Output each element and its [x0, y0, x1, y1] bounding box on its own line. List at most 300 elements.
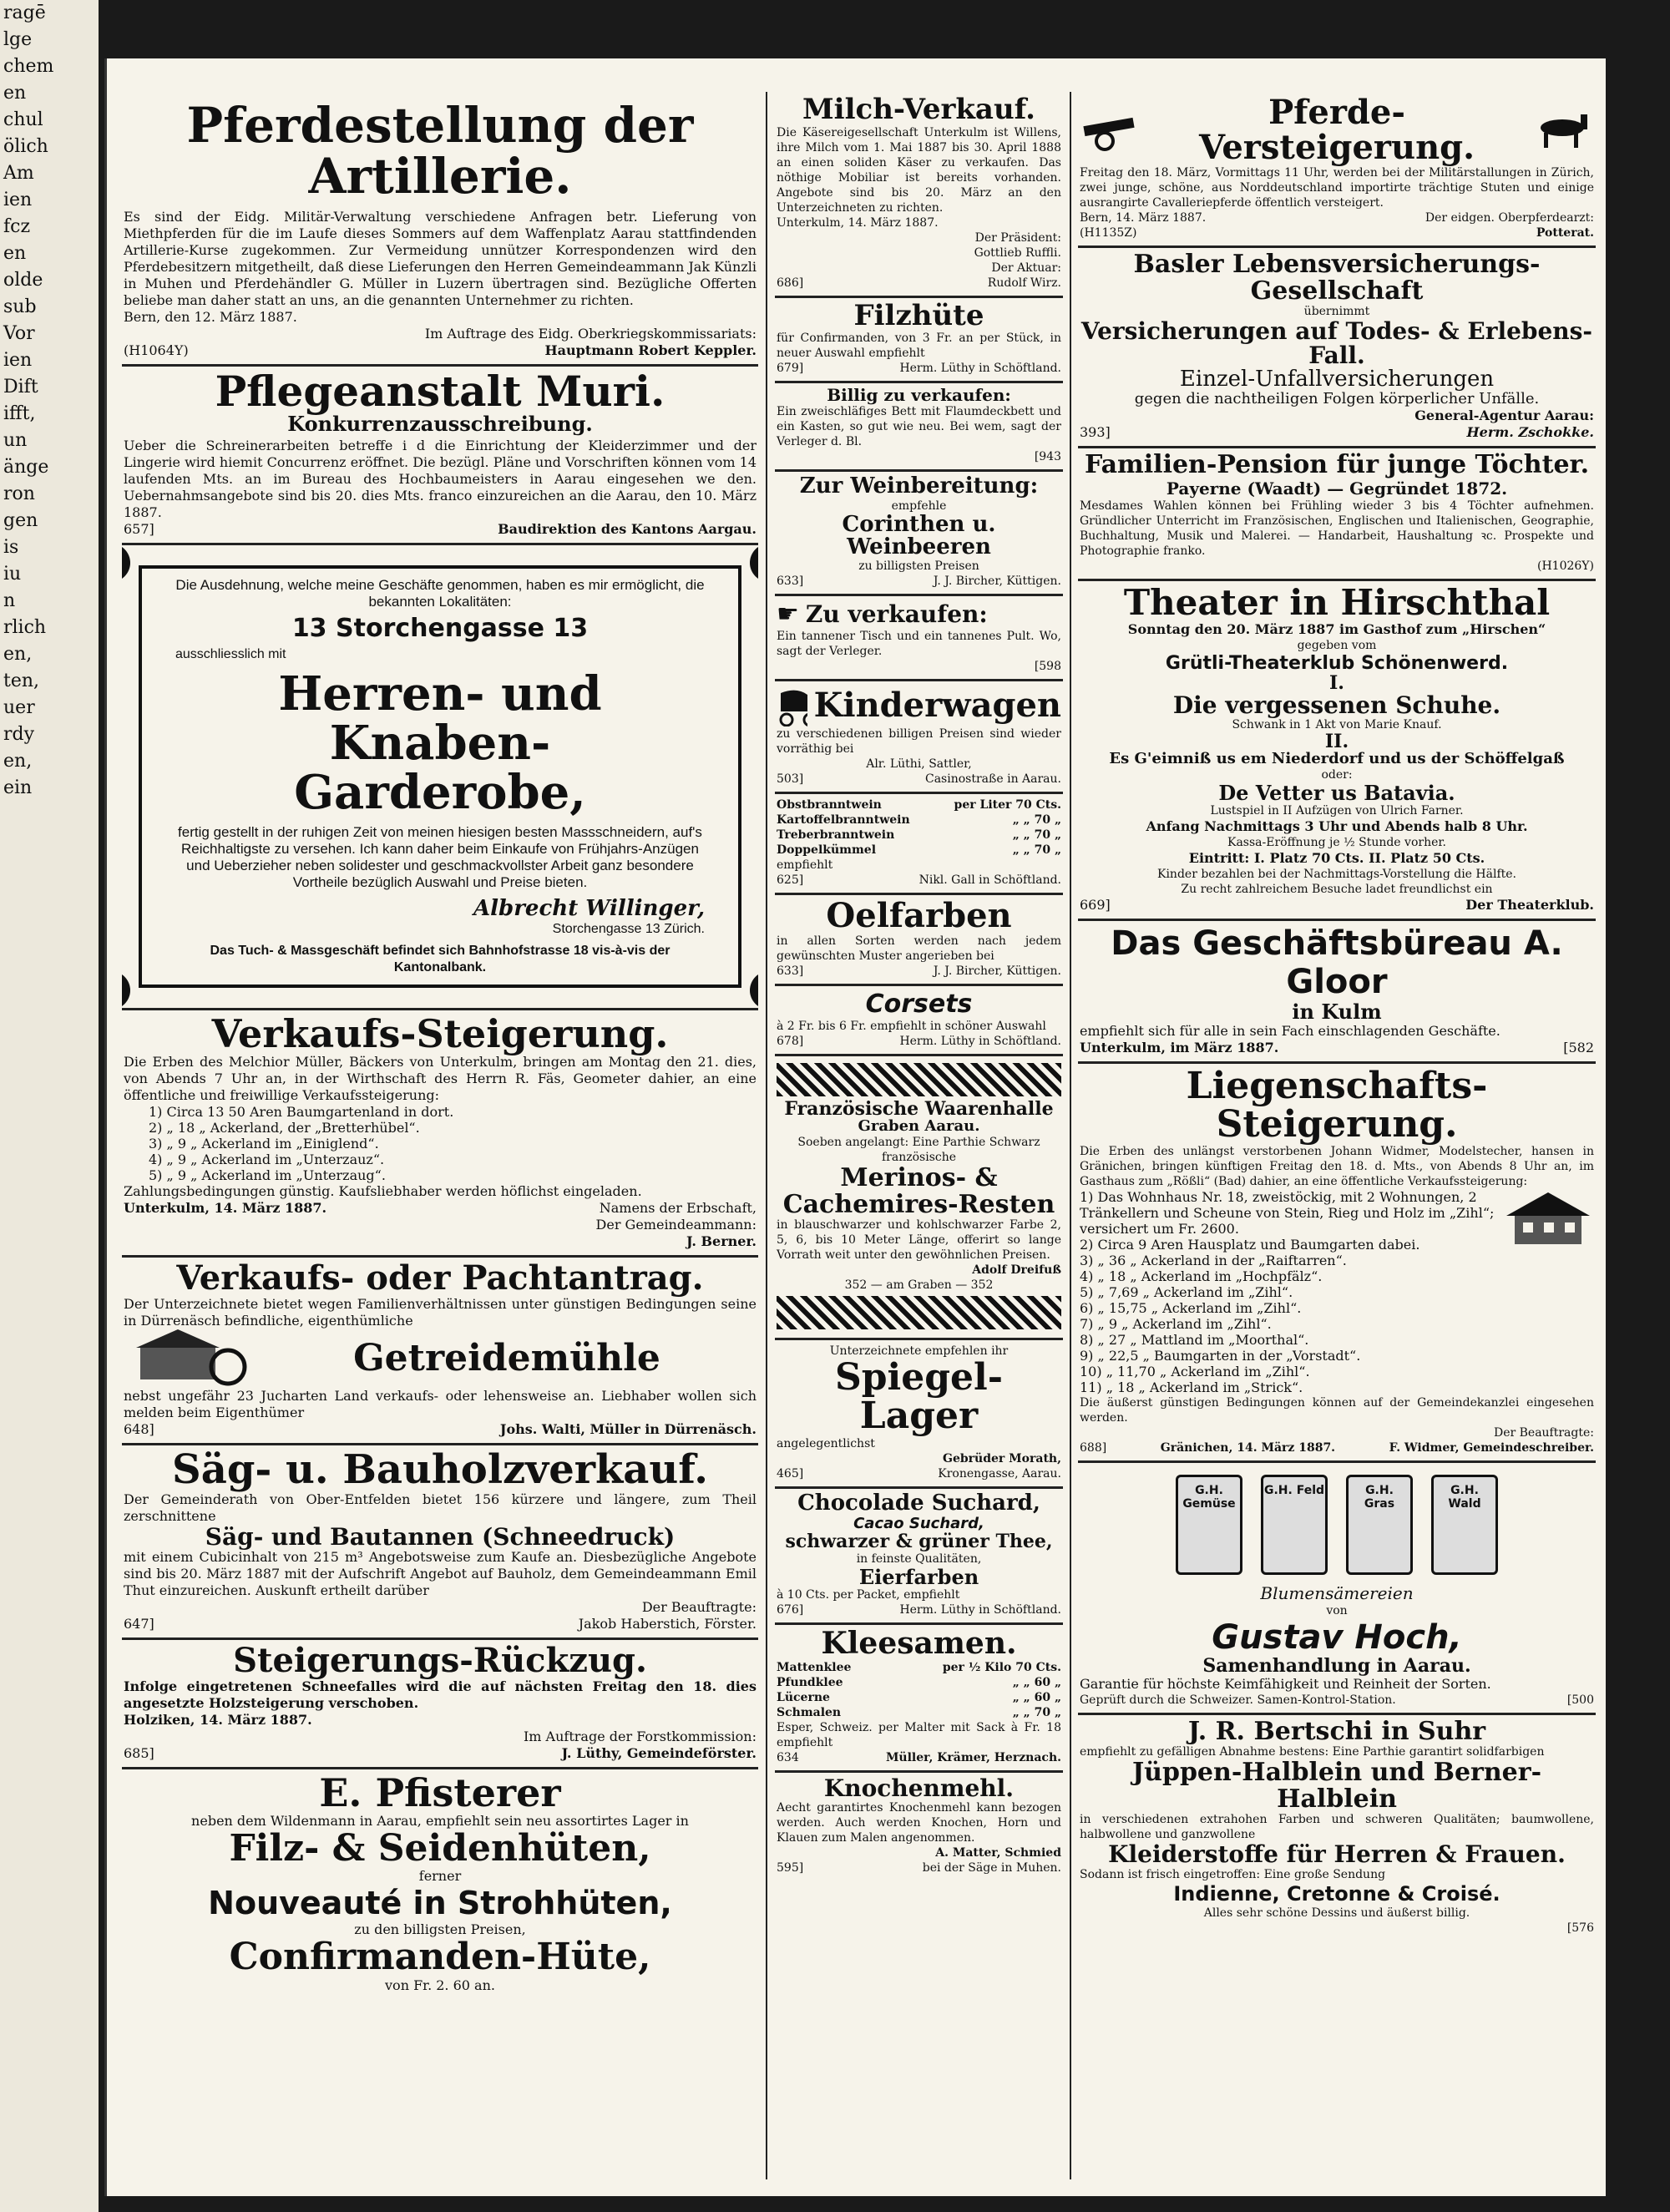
list-item-name: Treberbranntwein	[777, 828, 895, 843]
ad-signature: Baudirektion des Kantons Aargau.	[498, 521, 757, 538]
column-1	[122, 92, 758, 2179]
list-item: 4) „ 18 „ Ackerland im „Hochpfälz“.	[1080, 1268, 1323, 1284]
ad-address: Kronengasse, Aarau.	[938, 1466, 1061, 1481]
list-item: 6) „ 15,75 „ Ackerland im „Zihl“.	[1080, 1299, 1302, 1316]
ad-body: in allen Sorten werden nach jedem gewünschten Muster angerieben bei	[777, 934, 1061, 964]
ad-body: à 10 Cts. per Packet, empfiehlt	[777, 1588, 960, 1602]
ad-signature: Adolf Dreifuß	[972, 1263, 1061, 1278]
ad-body: Ueber die Schreinerarbeiten betreffe i d die Einrichtung der Kleiderzimmer und der Lingerie wird hiemit Concurrenz eröffnet. Die bezügl. Pläne und Vorschriften können vom 14 laufenden Mts. an im Bureau des Hochbaumeisters in Aarau eingesehen we den. Uebernahmsangebote sind bis 20. dies Mts. franco einzureichen an die Aarau, den 10. März 1887.	[124, 438, 757, 521]
ad-code: 686]	[777, 276, 804, 290]
list-item: 1) Circa 13 50 Aren Baumgartenland in dort.	[149, 1104, 454, 1121]
ad-code: 465]	[777, 1466, 804, 1481]
ad-price: Eintritt: I. Platz 70 Cts. II. Platz 50 Cts.	[1188, 850, 1485, 867]
ad-body: zu verschiedenen billigen Preisen sind wieder vorräthig bei	[777, 727, 1061, 757]
previous-page-strip	[0, 0, 99, 2212]
ad-signature: Johs. Walti, Müller in Dürrenäsch.	[499, 1421, 757, 1438]
ad-text: Lustspiel in II Aufzügen von Ulrich Farner.	[1210, 804, 1464, 818]
list-item-price: „ „ 70 „	[1012, 1706, 1061, 1719]
list-item: 7) „ 9 „ Ackerland im „Zihl“.	[1080, 1315, 1272, 1332]
list-item-name: Doppelkümmel	[777, 843, 877, 858]
ad-highlight: Die vergessenen Schuhe.	[1172, 691, 1501, 719]
previous-page-fragment: uer	[3, 697, 35, 718]
ad-title: Französische Waarenhalle	[784, 1098, 1054, 1121]
previous-page-fragment: Vor	[3, 323, 35, 344]
ad-subtitle: Blumensämereien	[1260, 1582, 1414, 1603]
ad-highlight: Getreidemühle	[353, 1337, 660, 1380]
ad-code: [576	[1566, 1921, 1594, 1935]
ad-price: von Fr. 2. 60 an.	[385, 1977, 495, 1993]
list-item: 2) Circa 9 Aren Hausplatz und Baumgarten dabei.	[1080, 1236, 1420, 1253]
list-item-price: per ½ Kilo 70 Cts.	[942, 1661, 1061, 1674]
list-item-price: „ „ 70 „	[1012, 828, 1061, 843]
ad-body: in blauschwarzer und kohlschwarzer Farbe 2, 5, 6, bis 10 Meter Länge, offerirt so lange Vorrath weit unter den gewöhnlichen Preisen.	[777, 1218, 1061, 1263]
list-item: 3) „ 36 „ Ackerland in der „Raiftarren“.	[1080, 1252, 1347, 1268]
ad-date: Unterkulm, 14. März 1887.	[124, 1200, 327, 1217]
ad-text: empfehle	[891, 499, 947, 513]
previous-page-fragment: olde	[3, 270, 43, 291]
ad-body: à 2 Fr. bis 6 Fr. empfiehlt in schöner Auswahl	[777, 1020, 1046, 1034]
previous-page-fragment: fcz	[3, 216, 31, 237]
ad-list	[124, 1104, 757, 1183]
ad-signature: Gottlieb Ruffli.	[974, 245, 1061, 260]
ad-code: [598	[1034, 660, 1061, 674]
ad-text: übernimmt	[1303, 305, 1370, 318]
cannon-icon	[1080, 109, 1143, 151]
previous-page-fragment: n	[3, 590, 16, 611]
ad-milch-verkauf	[775, 92, 1063, 298]
ad-body: Geprüft durch die Schweizer. Samen-Kontrol-Station.	[1080, 1693, 1396, 1707]
ad-signature: Namens der Erbschaft,	[599, 1200, 757, 1217]
ad-highlight: Filz- & Seidenhüten,	[229, 1827, 651, 1870]
ad-body: Ein tannener Tisch und ein tannenes Pult. Wo, sagt der Verleger.	[777, 630, 1061, 659]
previous-page-fragment: en,	[3, 644, 33, 665]
ad-text: Anfang Nachmittags 3 Uhr und Abends halb 8 Uhr.	[1146, 818, 1528, 835]
ad-date: Sonntag den 20. März 1887 im Gasthof zum „Hirschen“	[1127, 620, 1546, 637]
previous-page-fragment: ölich	[3, 136, 48, 157]
house-icon	[1502, 1189, 1594, 1248]
ad-title: Verkaufs-Steigerung.	[211, 1010, 669, 1056]
ad-signature: Potterat.	[1536, 226, 1594, 240]
ad-weinbereitung	[775, 472, 1063, 596]
ad-text: oder:	[1321, 768, 1353, 782]
previous-page-fragment: chem	[3, 56, 54, 77]
ad-code: 679]	[777, 362, 804, 376]
ad-pferde-versteigerung	[1078, 92, 1596, 248]
ad-bertschi	[1078, 1715, 1596, 1941]
list-item-name: Lücerne	[777, 1691, 830, 1704]
ad-signature: Casinostraße in Aarau.	[924, 772, 1061, 787]
ad-highlight: Nouveauté in Strohhüten,	[208, 1885, 672, 1922]
ad-body: in verschiedenen extrahohen Farben und schweren Qualitäten; baumwollene, halbwollene und ganzwollene	[1080, 1813, 1594, 1842]
previous-page-fragment: en	[3, 243, 27, 264]
ad-oelfarben	[775, 895, 1063, 986]
previous-page-fragment: rlich	[3, 617, 47, 638]
list-item: 5) „ 9 „ Ackerland im „Unterzaug“.	[149, 1167, 386, 1184]
list-item-price: „ „ 60 „	[1012, 1691, 1061, 1704]
previous-page-fragment: ien	[3, 190, 33, 210]
previous-page-fragment: gen	[3, 510, 38, 531]
seed-sacks-illustration	[1080, 1466, 1594, 1583]
ad-code: (H1135Z)	[1080, 226, 1137, 240]
corner-dot-icon	[750, 544, 758, 582]
previous-page-fragment: Dift	[3, 377, 38, 397]
previous-page-fragment: is	[3, 537, 19, 558]
ad-body: Die Erben des unlängst verstorbenen Johann Widmer, Modelstecher, hansen in Gränichen, bringen künftigen Freitag den 18. d. Mts., von Abends 8 Uhr an, im Gasthaus zum „Rößli“ (Bad) dahier, an eine öffentliche Verkaufssteigerung:	[1080, 1144, 1594, 1188]
ad-body: empfiehlt zu gefälligen Abnahme bestens: Eine Parthie garantirt solidfarbigen	[1080, 1745, 1545, 1759]
ad-title: J. R. Bertschi in Suhr	[1187, 1716, 1486, 1746]
ad-pfisterer	[122, 1769, 758, 1999]
ad-code: 633]	[777, 575, 804, 589]
ad-date: Bern, 14. März 1887.	[1080, 211, 1207, 225]
previous-page-fragment: un	[3, 430, 28, 451]
list-item-name: Obstbranntwein	[777, 798, 882, 812]
ad-knochenmehl	[775, 1773, 1063, 1880]
ad-body: Aecht garantirtes Knochenmehl kann bezogen werden. Auch werden Knochen, Horn und Klauen zum Malen angenommen.	[777, 1801, 1061, 1845]
ad-body: Garantie für höchste Keimfähigkeit und Reinheit der Sorten.	[1080, 1675, 1491, 1692]
list-item-name: Schmalen	[777, 1706, 842, 1719]
list-item-price: „ „ 60 „	[1012, 1676, 1061, 1689]
ad-title: Theater in Hirschthal	[1123, 581, 1551, 623]
ad-frame	[139, 565, 741, 987]
corner-dot-icon	[122, 971, 130, 1010]
ad-signature: Im Auftrage der Forstkommission:	[523, 1728, 757, 1744]
list-item: 10) „ 11,70 „ Ackerland im „Zihl“.	[1080, 1363, 1310, 1379]
ad-signature: J. Lüthy, Gemeindeförster.	[561, 1744, 757, 1761]
ad-body: Es sind der Eidg. Militär-Verwaltung verschiedene Anfragen betr. Lieferung von Miethpferden für die im Laufe dieses Sommers auf dem Waffenplatz Aarau stattfindenden Artillerie-Kurse zugekommen. Zur Vermeidung unnützer Korrespondenzen wird den Pferdebesitzern mitgetheilt, daß diese Lieferungen den Herren Gemeindeammann Jak Künzli in Muhen und Pferdehändler G. Müller in Luzern übertragen sind. Bezügliche Offerten beliebe man daher statt an uns, an die genannten Unternehmer zu richten.	[124, 208, 757, 308]
ad-body: zu billigsten Preisen	[858, 559, 979, 574]
ad-numeral: II.	[1324, 731, 1349, 753]
ad-body: neben dem Wildenmann in Aarau, empfiehlt sein neu assortirtes Lager in	[191, 1813, 689, 1830]
ad-body: Esper, Schweiz. per Malter mit Sack à Fr. 18 empfiehlt	[777, 1721, 1061, 1749]
ad-code: 678]	[777, 1035, 804, 1049]
ad-signature: Hauptmann Robert Keppler.	[544, 342, 757, 358]
ad-highlight: Es G'eimniß us em Niederdorf und us der Schöffelgaß	[1109, 750, 1565, 768]
ad-body: Ein zweischläfiges Bett mit Flaumdeckbett und ein Kasten, so gut wie neu. Bei wem, sagt der Verleger d. Bl.	[777, 405, 1061, 449]
mill-icon	[124, 1329, 249, 1388]
ad-corsets	[775, 986, 1063, 1056]
ad-body: in feinste Qualitäten,	[856, 1552, 982, 1567]
ad-title: Pferdestellung der Artillerie.	[186, 97, 694, 205]
ad-familien-pension	[1078, 448, 1596, 581]
seed-sack-icon: G.H. Gras	[1346, 1475, 1413, 1575]
ad-signature: F. Widmer, Gemeindeschreiber.	[1389, 1440, 1594, 1455]
ad-signature: Jakob Haberstich, Förster.	[578, 1615, 757, 1632]
ad-date: Bern, den 12. März 1887.	[124, 308, 297, 325]
ad-text: von	[1326, 1603, 1348, 1617]
previous-page-fragment: chul	[3, 109, 43, 130]
ad-body: Der Gemeinderath von Ober-Entfelden bietet 156 kürzere und längere, zum Theil zerschnittene	[124, 1491, 757, 1524]
list-item-name: Mattenklee	[777, 1661, 852, 1674]
ad-code: 648]	[124, 1421, 154, 1438]
list-item-price: per Liter 70 Cts.	[954, 798, 1061, 812]
ad-body: mit einem Cubicinhalt von 215 m³ Angebotsweise zum Kaufe an. Diesbezügliche Angebote sind bis 20. März 1887 mit der Aufschrift Angebot auf Bauholz, dem Gemeindeammann Emil Thut einzureichen. Auskunft ertheilt darüber	[124, 1548, 757, 1598]
ad-text: Schwank in 1 Akt von Marie Knauf.	[1232, 718, 1442, 732]
ad-signature: Der eidgen. Oberpferdearzt:	[1425, 211, 1594, 225]
ad-gustav-hoch	[1078, 1463, 1596, 1715]
ad-highlight: schwarzer & grüner Thee,	[785, 1530, 1053, 1552]
ad-title: Kleesamen.	[821, 1626, 1017, 1662]
ad-footnote: Das Tuch- & Massgeschäft befindet sich Bahnhofstrasse 18 vis-à-vis der Kantonalbank.	[210, 943, 671, 974]
ad-signature: Gebrüder Morath,	[943, 1451, 1061, 1465]
list-item: 4) „ 9 „ Ackerland im „Unterzauz“.	[149, 1152, 385, 1168]
ad-title: Filzhüte	[853, 298, 984, 332]
ad-highlight: De Vetter us Batavia.	[1218, 781, 1455, 806]
seed-sack-icon: G.H. Gemüse	[1176, 1475, 1242, 1575]
ad-signature: J. Berner.	[686, 1233, 757, 1250]
ad-body: angelegentlichst	[777, 1436, 875, 1450]
ad-signature: Herm. Lüthy in Schöftland.	[899, 1603, 1061, 1617]
ad-signature: Herm. Lüthy in Schöftland.	[899, 362, 1061, 376]
ad-signature: Herm. Lüthy in Schöftland.	[899, 1035, 1061, 1049]
previous-page-fragment: en,	[3, 751, 33, 772]
ad-title: Pferde-Versteigerung.	[1198, 93, 1475, 167]
ad-code: (H1026Y)	[1536, 559, 1594, 573]
ad-numeral: I.	[1329, 671, 1344, 694]
ad-signature: Herm. Zschokke.	[1466, 424, 1594, 441]
previous-page-fragment: ragē	[3, 3, 46, 23]
column-rule	[1070, 92, 1071, 2179]
ad-list	[1080, 1189, 1502, 1395]
ad-title: Basler Lebensversicherungs-Gesellschaft	[1133, 250, 1541, 306]
ad-signature: Der Präsident:	[974, 230, 1061, 245]
ad-text: ferner	[418, 1868, 462, 1885]
ad-pferdestellung	[122, 92, 758, 367]
ad-signature: J. J. Bircher, Küttigen.	[933, 964, 1061, 979]
ad-waarenhalle	[775, 1056, 1063, 1340]
ad-spiegel	[775, 1340, 1063, 1488]
ad-title: Chocolade Suchard,	[797, 1490, 1040, 1516]
previous-page-fragment: Am	[3, 163, 34, 184]
ad-text: ausschliesslich mit	[175, 647, 286, 662]
ad-suchard	[775, 1489, 1063, 1626]
ad-code: 393]	[1080, 424, 1111, 441]
ad-code: 676]	[777, 1603, 804, 1617]
ad-code: 503]	[777, 772, 804, 787]
ad-code: 595]	[777, 1861, 804, 1875]
ad-text: empfiehlt	[777, 858, 833, 873]
ad-pflegeanstalt	[122, 367, 758, 546]
list-item: 2) „ 18 „ Ackerland, der „Bretterhübel“.	[149, 1120, 420, 1136]
ad-title: Corsets	[865, 990, 973, 1020]
ad-code: 688]	[1080, 1440, 1107, 1455]
column-2	[775, 92, 1063, 2179]
list-item: 1) Das Wohnhaus Nr. 18, zweistöckig, mit 2 Wohnungen, 2 Tränkellern und Scheune von Stein, Rieg und Holz im „Zihl“; versichert um Fr. 2600.	[1080, 1188, 1495, 1237]
ad-text: Zu recht zahlreichem Besuche ladet freundlichst ein	[1181, 883, 1493, 897]
ad-code: 669]	[1080, 897, 1111, 914]
ad-signature: Rudolf Wirz.	[987, 276, 1061, 290]
ad-bauholzverkauf	[122, 1445, 758, 1640]
ad-signature: A. Matter, Schmied	[935, 1846, 1061, 1860]
ad-subtitle: Samenhandlung in Aarau.	[1202, 1654, 1471, 1677]
ad-zu-verkaufen	[775, 596, 1063, 681]
ad-liegenschafts-steigerung	[1078, 1064, 1596, 1463]
ad-highlight: Einzel-Unfallversicherungen	[1179, 366, 1495, 392]
ad-title: Säg- u. Bauholzverkauf.	[172, 1446, 708, 1494]
corner-dot-icon	[750, 971, 758, 1010]
ad-title: Herren- und Knaben-	[278, 666, 602, 772]
ad-title: Liegenschafts-Steigerung.	[1186, 1064, 1488, 1146]
ad-text: Zahlungsbedingungen günstig. Kaufsliebhaber werden höflichst eingeladen.	[124, 1183, 642, 1200]
ad-highlight: Säg- und Bautannen (Schneedruck)	[205, 1522, 676, 1551]
ad-subtitle: in Kulm	[1292, 1000, 1382, 1025]
ad-subtitle: Payerne (Waadt) — Gegründet 1872.	[1166, 478, 1508, 499]
ad-body: Die Erben des Melchior Müller, Bäckers von Unterkulm, bringen am Montag den 21. dies, von Abends 7 Uhr an, in der Wirthschaft des Herrn R. Fäs, Geometer dahier, an eine öffentliche und freiwillige Verkaufssteigerung:	[124, 1054, 757, 1104]
ad-signature: Der Gemeindeammann:	[595, 1217, 757, 1233]
list-item-name: Pfundklee	[777, 1676, 843, 1689]
ad-highlight: Merinos- & Cachemires-Resten	[782, 1163, 1055, 1219]
ad-kleesamen	[775, 1625, 1063, 1773]
ad-code: 633]	[777, 964, 804, 979]
previous-page-fragment: ten,	[3, 671, 40, 691]
ad-subtitle: Cacao Suchard,	[853, 1514, 984, 1532]
list-item-price: „ „ 70 „	[1012, 813, 1061, 828]
ad-text: zu den billigsten Preisen,	[354, 1921, 526, 1938]
list-item: 3) „ 9 „ Ackerland im „Einiglend“.	[149, 1136, 379, 1152]
ad-title: Familien-Pension für junge Töchter.	[1084, 450, 1590, 480]
previous-page-fragment: ein	[3, 777, 33, 798]
ad-highlight: Versicherungen auf Todes- & Erlebens-Fall.	[1080, 317, 1593, 370]
ad-signature: Alr. Lüthi, Sattler,	[866, 757, 972, 772]
list-item-name: Kartoffelbranntwein	[777, 813, 910, 828]
previous-page-fragment: änge	[3, 457, 49, 478]
ad-subtitle: Konkurrenzausschreibung.	[287, 412, 593, 437]
ad-signature: Nikl. Gall in Schöftland.	[918, 873, 1061, 888]
pointing-hand-icon: ☛	[777, 600, 799, 630]
ad-title: Zu verkaufen:	[805, 600, 988, 629]
ad-code: [500	[1566, 1693, 1594, 1707]
ad-body: für Confirmanden, von 3 Fr. an per Stück, in neuer Auswahl empfiehlt	[777, 332, 1061, 361]
ad-text: Unterzeichnete empfehlen ihr	[829, 1344, 1009, 1359]
ad-text: Alles sehr schöne Dessins und äußerst billig.	[1203, 1906, 1470, 1920]
ad-body: empfiehlt sich für alle in sein Fach einschlagenden Geschäfte.	[1080, 1022, 1500, 1039]
list-item: 5) „ 7,69 „ Ackerland im „Zihl“.	[1080, 1283, 1293, 1300]
newspaper-page	[104, 58, 1606, 2196]
ad-title: Kinderwagen	[813, 686, 1061, 726]
seed-sack-icon: G.H. Wald	[1431, 1475, 1498, 1575]
ad-highlight: Jüppen-Halblein und Berner-Halblein	[1131, 1758, 1542, 1814]
previous-page-fragment: ifft,	[3, 403, 36, 424]
ad-title: Billig zu verkaufen:	[827, 385, 1011, 406]
ad-date: Unterkulm, im März 1887.	[1080, 1039, 1279, 1055]
previous-page-fragment: ron	[3, 483, 35, 504]
ad-subtitle: Graben Aarau.	[858, 1117, 980, 1136]
previous-page-fragment: ien	[3, 350, 33, 371]
ad-date: Holziken, 14. März 1887.	[124, 1711, 312, 1728]
ad-signature: J. J. Bircher, Küttigen.	[933, 575, 1061, 589]
ad-signature: Der Beauftragte:	[1493, 1425, 1594, 1440]
ad-title: E. Pfisterer	[319, 1769, 561, 1815]
ad-text: Kinder bezahlen bei der Nachmittags-Vorstellung die Hälfte.	[1157, 868, 1516, 882]
ornament-band	[777, 1063, 1061, 1096]
previous-page-fragment: iu	[3, 564, 22, 585]
horse-icon	[1531, 109, 1594, 151]
ad-title: Spiegel-Lager	[835, 1356, 1003, 1438]
pram-icon	[777, 685, 807, 726]
ad-signature: Der Beauftragte:	[641, 1598, 757, 1615]
ad-signature: Der Theaterklub.	[1465, 897, 1594, 914]
previous-page-fragment: rdy	[3, 724, 35, 745]
ad-date: Unterkulm, 14. März 1887.	[777, 215, 939, 230]
ornament-band	[777, 1296, 1061, 1329]
ad-signature: bei der Säge in Muhen.	[922, 1861, 1061, 1875]
ad-verkaufs-steigerung	[122, 1010, 758, 1258]
list-item: 8) „ 27 „ Mattland im „Moorthal“.	[1080, 1331, 1309, 1348]
ad-willinger	[122, 545, 758, 1010]
ad-code: 657]	[124, 521, 154, 538]
previous-page-fragment: sub	[3, 296, 37, 317]
ad-date: Gränichen, 14. März 1887.	[1160, 1440, 1336, 1455]
previous-page-fragment: en	[3, 83, 27, 104]
ad-highlight: Confirmanden-Hüte,	[229, 1936, 651, 1979]
ad-body: gegen die nachtheiligen Folgen körperlicher Unfälle.	[1134, 390, 1540, 408]
ad-text: gegeben vom	[1297, 638, 1377, 652]
ad-branntwein	[775, 794, 1063, 895]
ad-body: Der Unterzeichnete bietet wegen Familienverhältnissen unter günstigen Bedingungen seine in Dürrenäsch befindliche, eigenthümliche	[124, 1296, 757, 1329]
ad-basler-versicherung	[1078, 248, 1596, 448]
ad-theater	[1078, 581, 1596, 922]
ad-body: Sodann ist frisch eingetroffen: Eine große Sendung	[1080, 1867, 1386, 1881]
ad-body: Mesdames Wahlen können bei Frühling wieder 3 bis 4 Töchter aufnehmen. Gründlicher Unterricht im Französischen, Englischen und Italienischen, Geographie, Buchhaltung, Musik und Malerei. — Handarbeit, Haushaltung ꝛc. Prospekte und Photographie franko.	[1080, 499, 1594, 558]
ad-text: Die äußerst günstigen Bedingungen können auf der Gemeindekanzlei eingesehen werden.	[1080, 1395, 1594, 1425]
seed-sack-icon: G.H. Feld	[1261, 1475, 1328, 1575]
ad-title: Steigerungs-Rückzug.	[233, 1640, 647, 1680]
ad-signature: Albrecht Willinger,	[473, 895, 705, 921]
ad-signature: General-Agentur Aarau:	[1414, 407, 1594, 424]
column-3	[1078, 92, 1596, 2179]
ad-kinderwagen	[775, 681, 1063, 794]
ad-highlight: Kleiderstoffe für Herren & Frauen.	[1108, 1840, 1566, 1869]
ad-billig	[775, 383, 1063, 472]
ad-steigerungs-rueckzug	[122, 1640, 758, 1769]
ad-code: 647]	[124, 1615, 154, 1632]
ad-code: [582	[1563, 1039, 1594, 1055]
list-item: 11) „ 18 „ Ackerland im „Strick“.	[1080, 1379, 1303, 1395]
ad-pachtantrag	[122, 1258, 758, 1445]
ad-code: 625]	[777, 873, 804, 888]
ad-title: Milch-Verkauf.	[802, 93, 1035, 126]
corner-dot-icon	[122, 544, 130, 582]
list-item: 9) „ 22,5 „ Baumgarten in der „Vorstadt“.	[1080, 1347, 1361, 1364]
ad-intro: Die Ausdehnung, welche meine Geschäfte genommen, haben es mir ermöglicht, die bekannten Lokalitäten:	[175, 577, 705, 610]
ad-title: Garderobe,	[294, 765, 586, 821]
column-rule	[766, 92, 767, 2179]
ad-title: Das Geschäftsbüreau A. Gloor	[1111, 924, 1563, 1002]
list-item-price: „ „ 70 „	[1012, 843, 1061, 858]
ad-address: 13 Storchengasse 13	[291, 614, 589, 644]
ad-code: 685]	[124, 1744, 154, 1761]
ad-address: 352 — am Graben — 352	[844, 1278, 994, 1293]
ad-code: (H1064Y)	[124, 342, 189, 358]
ad-signature: Im Auftrage des Eidg. Oberkriegskommissariats:	[424, 325, 757, 342]
ad-code: [943	[1034, 450, 1061, 464]
ad-highlight: Corinthen u. Weinbeeren	[842, 511, 996, 559]
ad-filzhuete	[775, 298, 1063, 384]
ad-title: Gustav Hoch,	[1212, 1617, 1462, 1657]
ad-code: 634	[777, 1751, 799, 1764]
ad-text: Kassa-Eröffnung je ½ Stunde vorher.	[1227, 836, 1446, 850]
ad-title: Pflegeanstalt Muri.	[215, 366, 665, 416]
ad-body: nebst ungefähr 23 Jucharten Land verkaufs- oder lehensweise an. Liebhaber wollen sich melden beim Eigenthümer	[124, 1388, 757, 1421]
ad-title: Oelfarben	[826, 896, 1012, 936]
ad-body: Infolge eingetretenen Schneefalles wird die auf nächsten Freitag den 18. dies angesetzte Holzsteigerung verschoben.	[124, 1678, 757, 1711]
ad-signature: Der Aktuar:	[991, 261, 1061, 275]
previous-page-fragment: lge	[3, 29, 33, 50]
ad-highlight: Eierfarben	[858, 1565, 979, 1590]
ad-body: Die Käsereigesellschaft Unterkulm ist Willens, ihre Milch vom 1. Mai 1887 bis 30. April 1888 an einen soliden Käser zu verkaufen. Das nöthige Mobiliar ist bereits vorhanden. Angebote sind bis 20. März an den Unterzeichneten zu richten.	[777, 125, 1061, 215]
ad-title: Knochenmehl.	[823, 1774, 1015, 1802]
ad-title: Zur Weinbereitung:	[799, 473, 1039, 499]
ad-body: fertig gestellt in der ruhigen Zeit von meinen hiesigen besten Massschneidern, auf's Reichhaltigste zu versehen. Ich kann daher beim Einkaufe von Frühjahrs-Anzügen und Ueberzieher neben solidester und geschmackvollster Arbeit ganz besondere Vortheile bezüglich Auswahl und Preise bieten.	[178, 823, 702, 890]
